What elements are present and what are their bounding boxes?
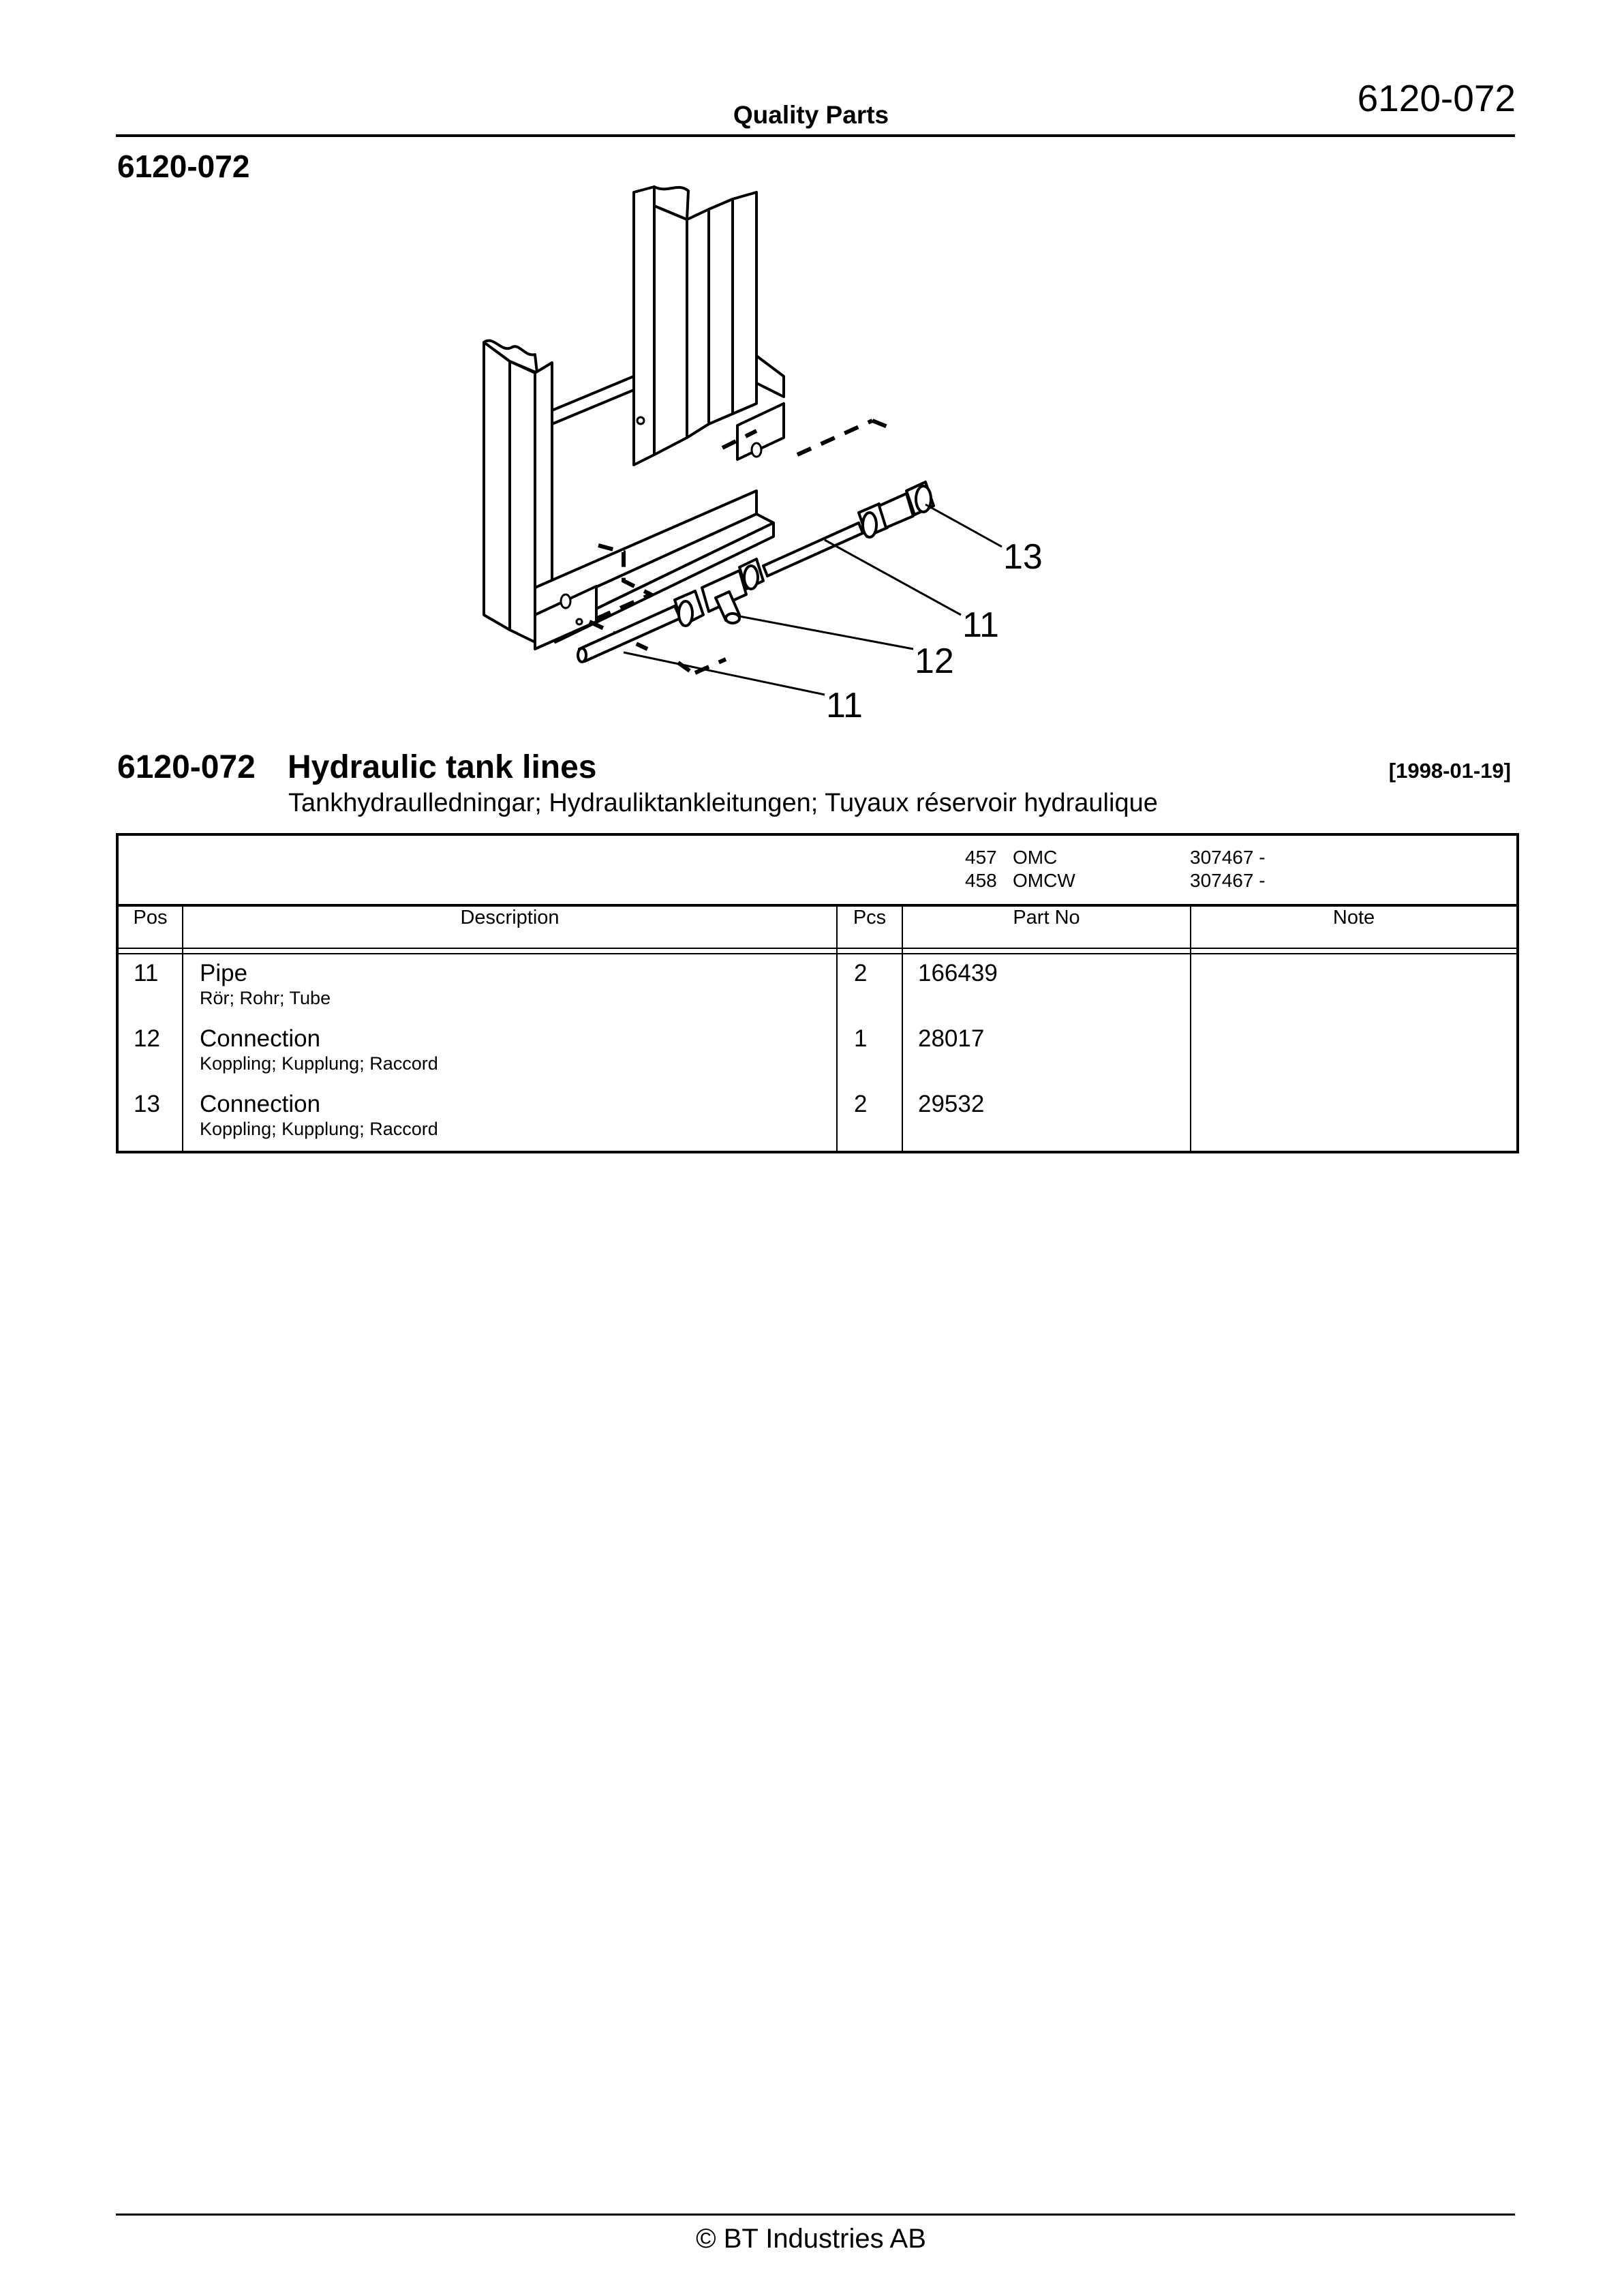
section-name: Hydraulic tank lines bbox=[288, 749, 597, 785]
table-row bbox=[117, 1020, 1518, 1085]
row-description bbox=[183, 954, 837, 1020]
description-translations: Koppling; Kupplung; Raccord bbox=[200, 1119, 438, 1139]
header-pcs: Pcs bbox=[837, 905, 902, 948]
row-pcs: 2 bbox=[837, 1085, 902, 1152]
revision-date: [1998-01-19] bbox=[1388, 759, 1511, 783]
header-divider bbox=[116, 134, 1515, 137]
parts-table bbox=[116, 833, 1519, 1153]
model-number: 458 bbox=[965, 870, 997, 891]
row-pos: 11 bbox=[117, 954, 183, 1020]
row-pcs: 2 bbox=[837, 954, 902, 1020]
page-code: 6120-072 bbox=[1357, 77, 1516, 119]
description-main: Pipe bbox=[200, 960, 248, 986]
callout-13: 13 bbox=[1003, 537, 1043, 577]
row-part-no: 29532 bbox=[902, 1085, 1191, 1152]
copyright: © BT Industries AB bbox=[696, 2224, 926, 2254]
row-pos: 12 bbox=[117, 1020, 183, 1085]
model-number: 457 bbox=[965, 847, 997, 868]
row-note bbox=[1191, 954, 1518, 1020]
model-name: OMC bbox=[1013, 847, 1058, 868]
description-translations: Rör; Rohr; Tube bbox=[200, 988, 331, 1008]
section-title bbox=[117, 749, 597, 786]
row-description bbox=[183, 1020, 837, 1085]
figure-code: 6120-072 bbox=[117, 149, 250, 184]
table-header bbox=[117, 905, 1518, 948]
section-code: 6120-072 bbox=[117, 749, 256, 785]
callout-11-upper: 11 bbox=[962, 605, 999, 645]
model-applicability bbox=[117, 834, 1518, 905]
row-note bbox=[1191, 1085, 1518, 1152]
row-part-no: 28017 bbox=[902, 1020, 1191, 1085]
row-pos: 13 bbox=[117, 1085, 183, 1152]
header-part-no: Part No bbox=[902, 905, 1191, 948]
callout-12: 12 bbox=[915, 641, 954, 681]
model-name: OMCW bbox=[1013, 870, 1075, 891]
row-note bbox=[1191, 1020, 1518, 1085]
section-translations: Tankhydraulledningar; Hydrauliktankleitungen; Tuyaux réservoir hydraulique bbox=[288, 789, 1158, 817]
header-title: Quality Parts bbox=[733, 101, 889, 129]
footer-divider bbox=[116, 2214, 1515, 2216]
header-description: Description bbox=[183, 905, 837, 948]
header-pos: Pos bbox=[117, 905, 183, 948]
model-serial: 307467 - bbox=[1190, 847, 1266, 868]
header-note: Note bbox=[1191, 905, 1518, 948]
model-serial: 307467 - bbox=[1190, 870, 1266, 891]
table-row bbox=[117, 1085, 1518, 1152]
callout-11-lower: 11 bbox=[826, 686, 863, 724]
row-pcs: 1 bbox=[837, 1020, 902, 1085]
row-part-no: 166439 bbox=[902, 954, 1191, 1020]
row-description bbox=[183, 1085, 837, 1152]
exploded-view-figure bbox=[470, 179, 1186, 724]
description-main: Connection bbox=[200, 1091, 321, 1117]
table-row bbox=[117, 954, 1518, 1020]
description-main: Connection bbox=[200, 1025, 321, 1052]
description-translations: Koppling; Kupplung; Raccord bbox=[200, 1053, 438, 1074]
